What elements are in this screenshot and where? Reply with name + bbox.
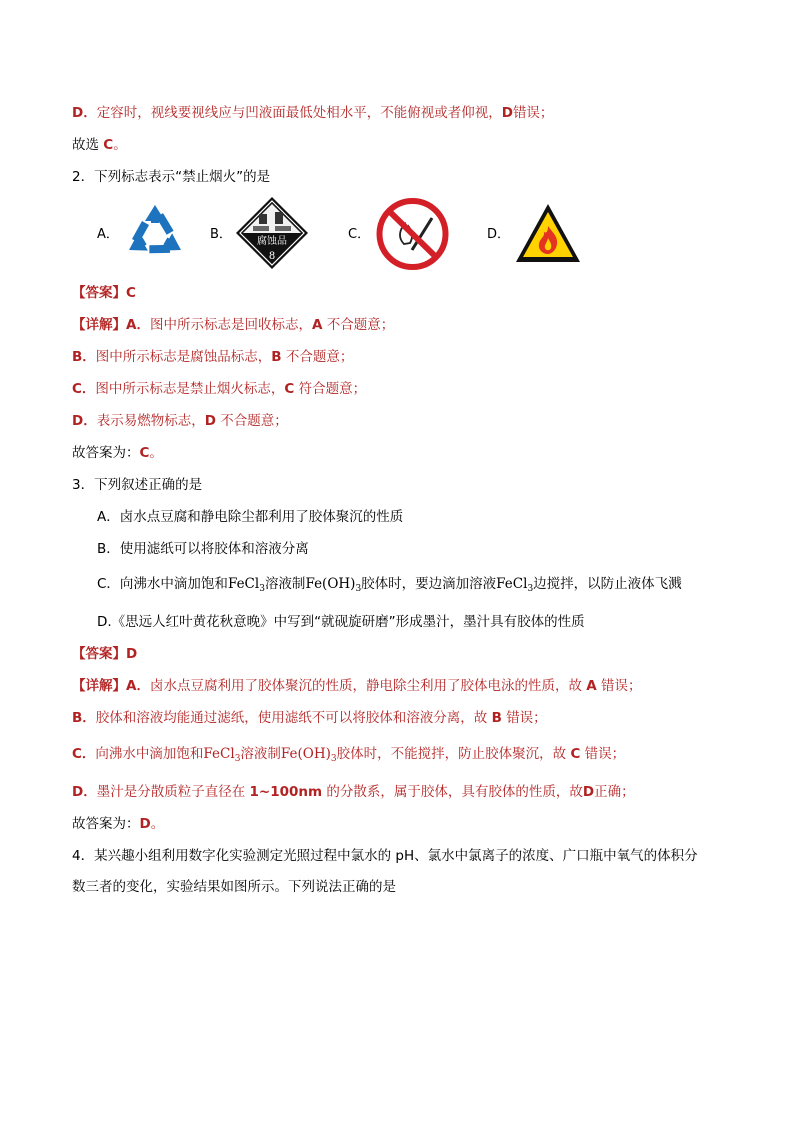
q2-detail-a	[72, 315, 394, 335]
q2-detail-d-key: D	[204, 413, 216, 429]
q3-c-feoh-text: Fe(OH)	[305, 576, 356, 592]
q2-conclusion-answer: C	[139, 445, 150, 461]
q3-detail-b	[72, 708, 547, 728]
q3-detail-c-part1: 向沸水中滴加饱和	[95, 746, 204, 762]
q2-detail-b-prefix: B．	[72, 349, 96, 365]
q3-c-fecl-text: FeCl	[227, 576, 260, 592]
corrosive-sign-text: 腐蚀品	[257, 236, 287, 247]
q3-option-b: B．使用滤纸可以将胶体和溶液分离	[97, 541, 309, 557]
q3-detail-d	[72, 782, 635, 802]
q4-stem-line1: 4．某兴趣小组利用数字化实验测定光照过程中氯水的 pH、氯水中氯离子的浓度、广口瓶中氧气的体积分	[72, 848, 698, 864]
q3-detail-tag: 【详解】	[72, 678, 126, 694]
q2-conclusion-prefix: 故答案为：	[72, 445, 140, 461]
q3-detail-a-tail: 错误；	[601, 678, 642, 694]
q3-c-part4: 边搅拌，以防止液体飞溅	[533, 576, 682, 592]
q2-detail-c	[72, 379, 366, 399]
q3-conclusion-suffix: 。	[150, 816, 165, 832]
q3-c-fecl2-text: FeCl	[496, 576, 528, 592]
q4-stem-line2: 数三者的变化，实验结果如图所示。下列说法正确的是	[72, 879, 396, 895]
q3-detail-d-text2: 的分散系，属于胶体，具有胶体的性质，故	[326, 784, 583, 800]
q3-detail-c	[72, 744, 625, 769]
q2-detail-b	[72, 347, 353, 367]
q3-detail-a-key: A	[586, 678, 597, 694]
q2-detail-tag: 【详解】	[72, 317, 126, 333]
q3-stem: 3．下列叙述正确的是	[72, 477, 203, 493]
q3-c-feoh	[305, 576, 361, 592]
q3-conclusion-prefix: 故答案为：	[72, 816, 140, 832]
q2-detail-b-key: B	[271, 349, 282, 365]
q3-detail-d-prefix: D．	[72, 784, 97, 800]
q3-detail-c-feoh	[281, 746, 337, 762]
q2-option-d-label: D．	[487, 227, 511, 242]
q3-detail-c-fecl-text: FeCl	[203, 746, 235, 762]
q3-c-feoh-sub: 3	[355, 584, 362, 594]
q3-detail-b-tail: 错误；	[506, 710, 547, 726]
q2-detail-b-text: 图中所示标志是腐蚀品标志，	[95, 349, 272, 365]
recycle-icon	[122, 201, 188, 265]
q3-c-part2: 溶液制	[264, 576, 306, 592]
q3-detail-c-tail: 错误；	[584, 746, 626, 762]
q3-detail-a	[72, 676, 642, 696]
q3-detail-c-fecl	[203, 746, 240, 762]
q3-detail-c-prefix: C．	[72, 746, 96, 762]
q2-detail-d-prefix: D．	[72, 413, 97, 429]
q3-detail-d-range: 1~100nm	[249, 784, 323, 800]
q1-d-prefix: D．	[72, 105, 97, 121]
q2-stem: 2．下列标志表示“禁止烟火”的是	[72, 169, 271, 185]
q3-c-fecl-2	[496, 576, 533, 592]
q3-detail-a-prefix: A．	[126, 678, 150, 694]
q1-d-text: 定容时，视线要视线应与凹液面最低处相水平，不能俯视或者仰视，	[96, 105, 502, 121]
q3-c-part3: 胶体时，要边滴加溶液	[361, 576, 497, 592]
q3-detail-b-key: B	[491, 710, 502, 726]
q3-answer	[72, 644, 137, 664]
no-fire-icon	[374, 196, 451, 272]
q2-option-a-label: A．	[97, 227, 119, 242]
q3-detail-c-part2: 溶液制	[240, 746, 281, 762]
q2-detail-c-key: C	[284, 381, 295, 397]
q3-detail-c-key: C	[570, 746, 581, 762]
q2-detail-c-text: 图中所示标志是禁止烟火标志，	[95, 381, 285, 397]
q3-detail-c-feoh-text: Fe(OH)	[280, 746, 331, 762]
q1-d-suffix: 错误；	[512, 105, 554, 121]
q2-detail-a-prefix: A．	[126, 317, 150, 333]
flammable-icon	[514, 202, 582, 264]
q3-detail-d-tail: 正确；	[594, 784, 635, 800]
q2-detail-a-text: 图中所示标志是回收标志，	[149, 317, 312, 333]
q3-option-c	[97, 574, 682, 599]
q2-detail-d	[72, 411, 288, 431]
q2-detail-d-text: 表示易燃物标志，	[96, 413, 205, 429]
q2-option-c-label: C．	[348, 227, 371, 242]
corrosive-icon	[235, 196, 309, 270]
q3-conclusion	[72, 814, 164, 834]
q2-option-b-label: B．	[210, 227, 232, 242]
q2-conclusion-suffix: 。	[149, 445, 163, 461]
q3-answer-value: D	[126, 646, 138, 662]
q2-conclusion	[72, 443, 163, 463]
q2-answer-tag: 【答案】	[72, 285, 126, 301]
q1-option-d-explanation	[72, 103, 553, 123]
q3-c-fecl	[228, 576, 265, 592]
q3-detail-b-prefix: B．	[72, 710, 96, 726]
q3-c-part1: C．向沸水中滴加饱和	[97, 576, 228, 592]
q1-select-answer: C	[103, 137, 114, 153]
q1-conclusion	[72, 135, 127, 155]
q3-detail-d-text1: 墨汁是分散质粒子直径在	[96, 784, 246, 800]
q3-c-fecl2-sub: 3	[527, 584, 534, 594]
q1-d-key: D	[501, 105, 513, 121]
q3-c-fecl-sub: 3	[259, 584, 265, 594]
q3-detail-d-key: D	[582, 784, 595, 800]
q3-detail-b-text: 胶体和溶液均能通过滤纸，使用滤纸不可以将胶体和溶液分离，故	[95, 710, 488, 726]
q3-answer-tag: 【答案】	[72, 646, 126, 662]
corrosive-sign-number: 8	[268, 251, 276, 262]
q3-detail-c-fecl-sub: 3	[234, 754, 241, 764]
q2-detail-d-tail: 不合题意；	[220, 413, 288, 429]
q2-answer-value: C	[126, 285, 136, 301]
q2-detail-b-tail: 不合题意；	[285, 349, 354, 365]
q3-detail-c-part3: 胶体时，不能搅拌，防止胶体聚沉，故	[336, 746, 567, 762]
q2-detail-a-key: A	[311, 317, 323, 333]
q3-option-d: D.《思远人红叶黄花秋意晚》中写到“就砚旋研磨”形成墨汁，墨汁具有胶体的性质	[97, 614, 585, 630]
q2-detail-a-tail: 不合题意；	[326, 317, 395, 333]
q3-conclusion-answer: D	[139, 816, 151, 832]
q1-select-suffix: 。	[113, 137, 127, 153]
q3-option-a: A．卤水点豆腐和静电除尘都利用了胶体聚沉的性质	[97, 509, 404, 525]
q2-detail-c-tail: 符合题意；	[298, 381, 367, 397]
q2-answer	[72, 283, 136, 303]
q2-detail-c-prefix: C．	[72, 381, 96, 397]
q1-select-prefix: 故选	[72, 137, 99, 153]
q3-detail-c-feoh-sub: 3	[330, 754, 337, 764]
q3-detail-a-text: 卤水点豆腐利用了胶体聚沉的性质，静电除尘利用了胶体电泳的性质，故	[149, 678, 582, 694]
